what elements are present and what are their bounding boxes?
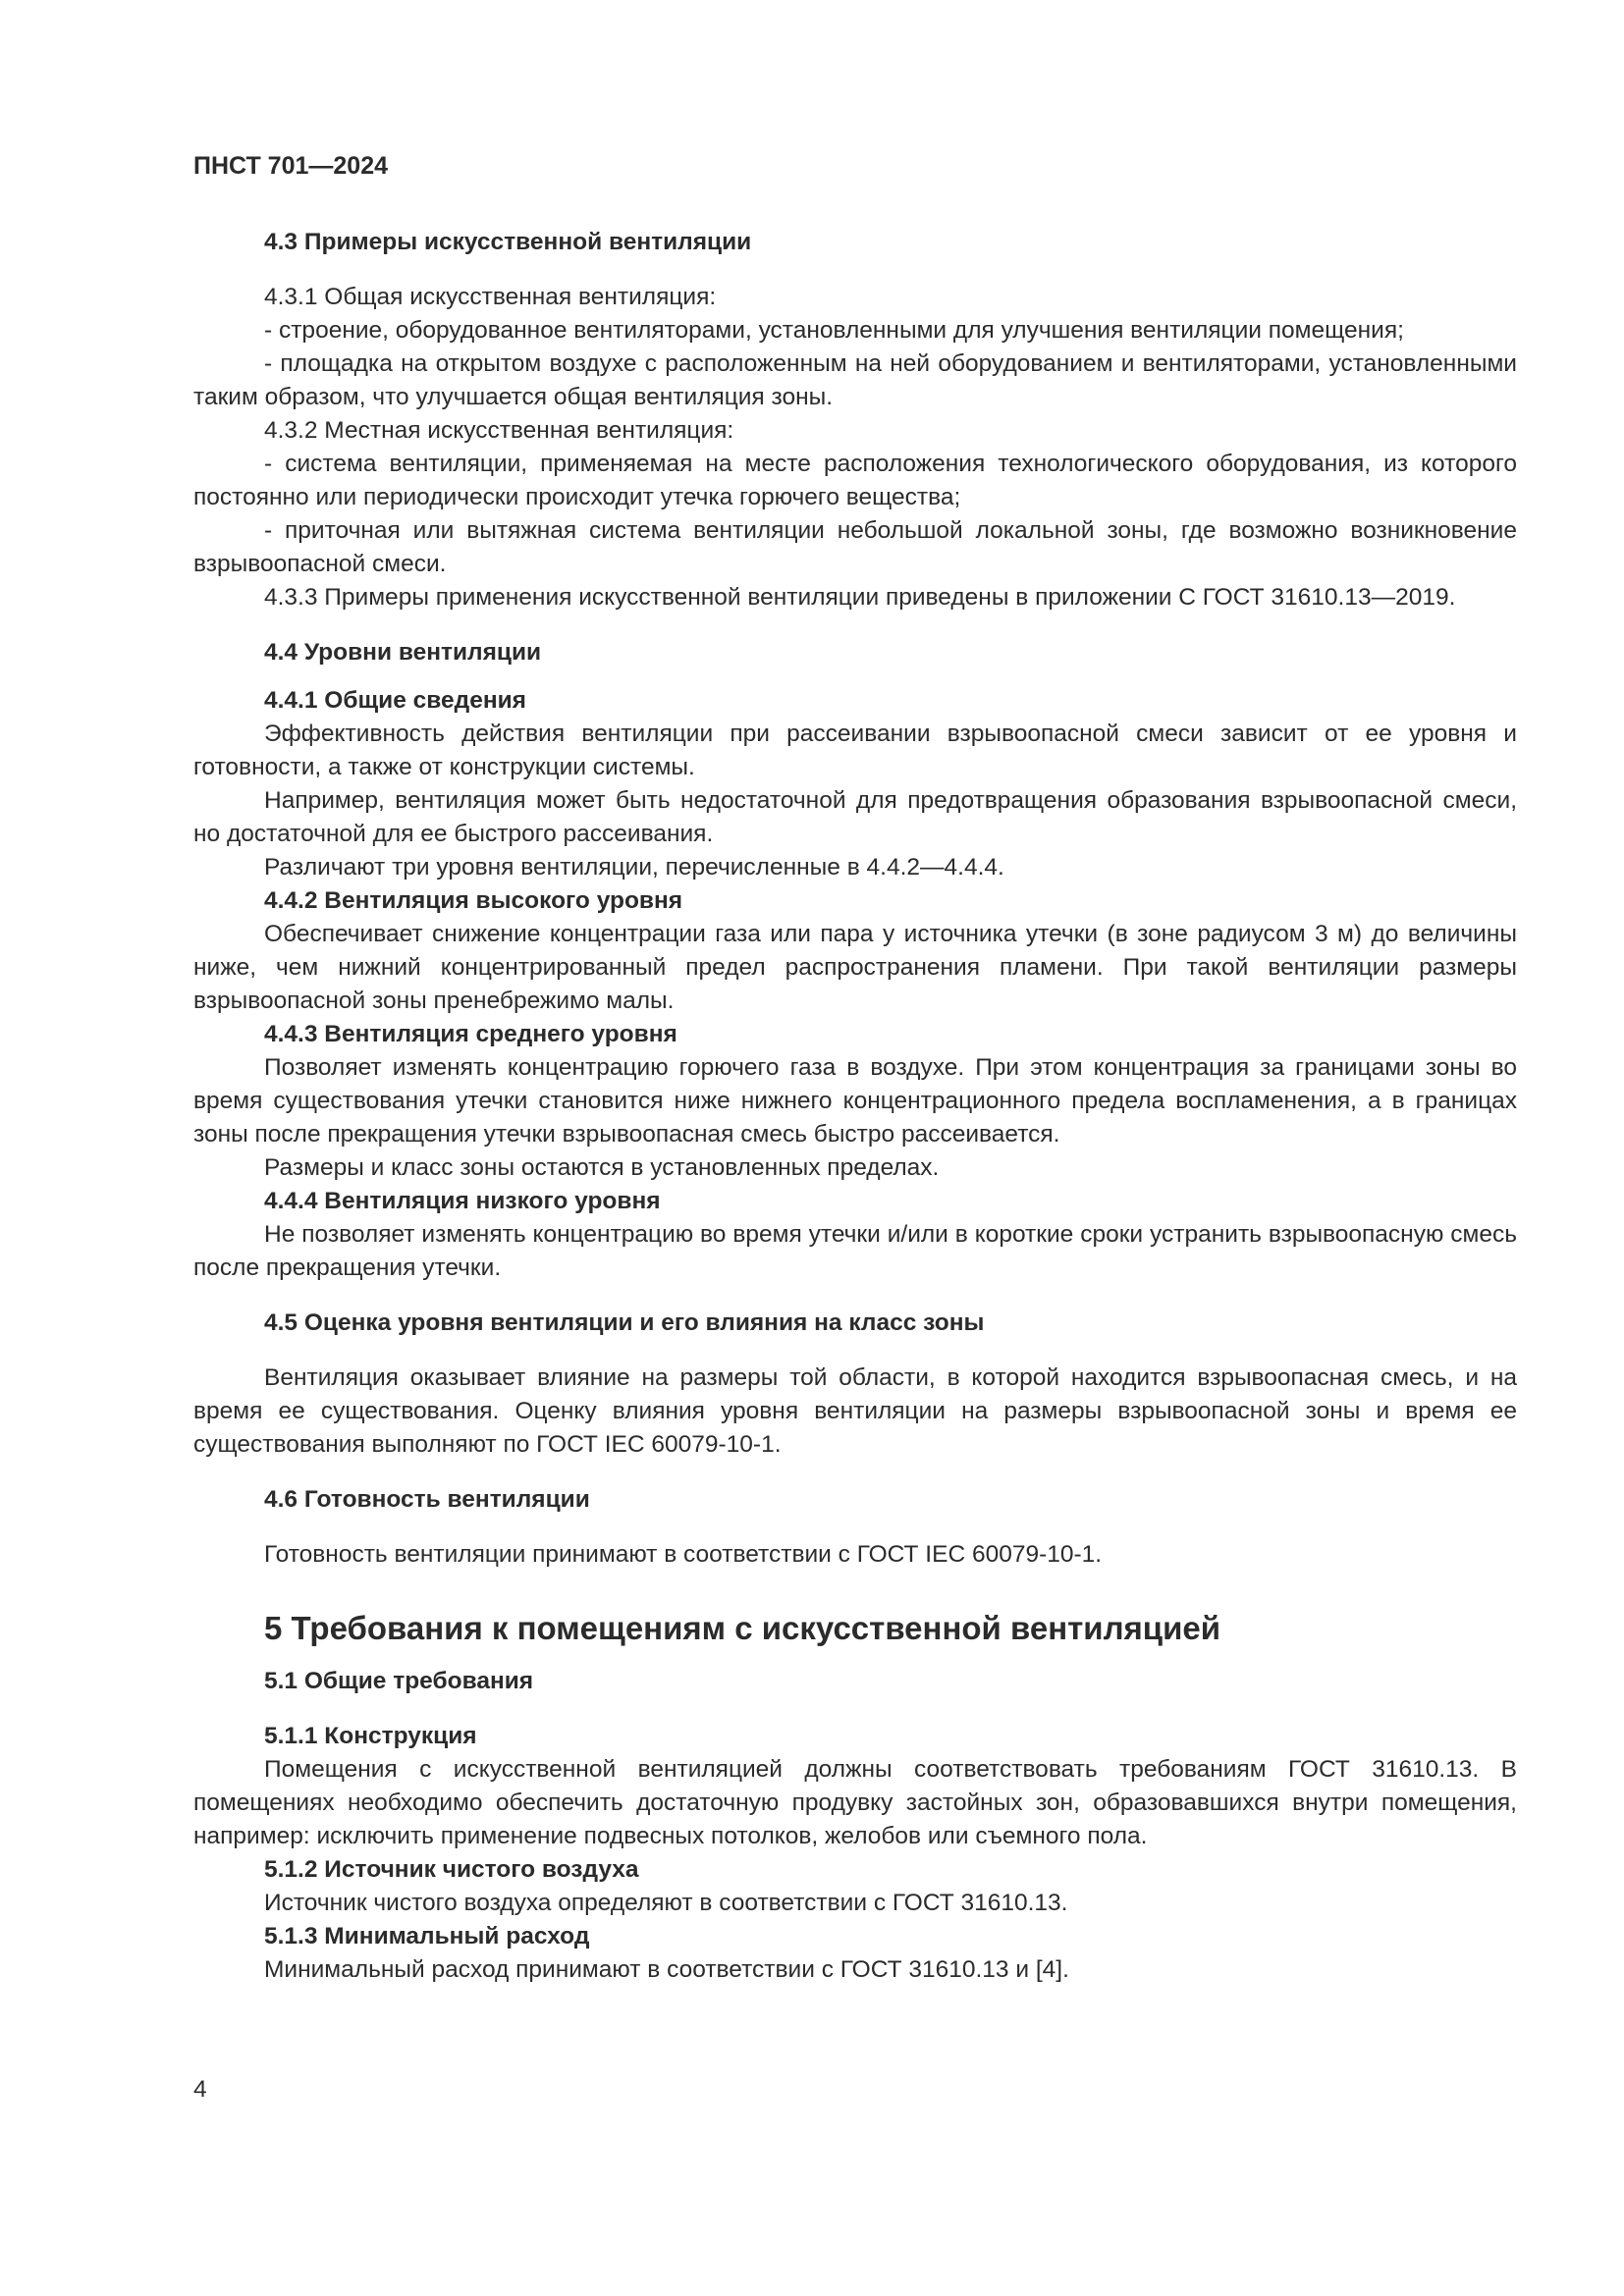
paragraph: 4.3.2 Местная искусственная вентиляция:: [264, 417, 734, 444]
page-number: 4: [193, 2076, 207, 2103]
document-code: ПНСТ 701—2024: [193, 152, 388, 180]
paragraph: Различают три уровня вентиляции, перечисленные в 4.4.2—4.4.4.: [264, 854, 1004, 881]
paragraph: Вентиляция оказывает влияние на размеры той области, в которой находится взрывоопасная смесь, и на время ее существования. Оценку влияния уровня вентиляции на размеры взрывоопасной зоны и время ее существования выполняют по ГОСТ IEC 60079-10-1.: [193, 1364, 1517, 1458]
paragraph: Не позволяет изменять концентрацию во время утечки и/или в короткие сроки устранить взрывоопасную смесь после прекращения утечки.: [193, 1221, 1517, 1281]
paragraph: Обеспечивает снижение концентрации газа или пара у источника утечки (в зоне радиусом 3 м) до величины ниже, чем нижний концентрированный предел распространения пламени. При такой вентиляции размеры взрывоопасной зоны пренебрежимо малы.: [193, 921, 1517, 1014]
paragraph: Размеры и класс зоны остаются в установленных пределах.: [264, 1154, 940, 1181]
subsection-heading-4-4-3: 4.4.3 Вентиляция среднего уровня: [264, 1021, 677, 1047]
paragraph: Минимальный расход принимают в соответствии с ГОСТ 31610.13 и [4].: [264, 1956, 1069, 1983]
paragraph: 4.3.1 Общая искусственная вентиляция:: [264, 284, 717, 310]
section-heading-4-5: 4.5 Оценка уровня вентиляции и его влияния на класс зоны: [264, 1309, 985, 1336]
section-heading-5-1: 5.1 Общие требования: [264, 1668, 534, 1694]
section-heading-4-4: 4.4 Уровни вентиляции: [264, 639, 542, 666]
paragraph: Например, вентиляция может быть недостаточной для предотвращения образования взрывоопасной смеси, но достаточной для ее быстрого рассеивания.: [193, 787, 1517, 847]
subsection-heading-4-4-2: 4.4.2 Вентиляция высокого уровня: [264, 887, 683, 914]
list-item: - площадка на открытом воздухе с расположенным на ней оборудованием и вентиляторами, установленными таким образом, что улучшается общая вентиляция зоны.: [193, 350, 1517, 410]
chapter-heading-5: 5 Требования к помещениям с искусственной вентиляцией: [264, 1610, 1221, 1646]
paragraph: Позволяет изменять концентрацию горючего газа в воздухе. При этом концентрация за границами зоны во время существования утечки становится ниже нижнего концентрационного предела воспламенения, а в границах зоны после прекращения утечки взрывоопасная смесь быстро рассеивается.: [193, 1054, 1517, 1148]
paragraph: Готовность вентиляции принимают в соответствии с ГОСТ IEC 60079-10-1.: [264, 1541, 1103, 1568]
page-content: [193, 226, 1517, 1987]
subsection-heading-5-1-3: 5.1.3 Минимальный расход: [264, 1923, 590, 1949]
subsection-heading-4-4-1: 4.4.1 Общие сведения: [264, 687, 526, 714]
subsection-heading-5-1-1: 5.1.1 Конструкция: [264, 1723, 477, 1749]
section-heading-4-3: 4.3 Примеры искусственной вентиляции: [264, 229, 752, 255]
list-item: - приточная или вытяжная система вентиляции небольшой локальной зоны, где возможно возникновение взрывоопасной смеси.: [193, 517, 1517, 577]
list-item: - система вентиляции, применяемая на месте расположения технологического оборудования, из которого постоянно или периодически происходит утечка горючего вещества;: [193, 451, 1517, 510]
subsection-heading-5-1-2: 5.1.2 Источник чистого воздуха: [264, 1856, 639, 1883]
list-item: - строение, оборудованное вентиляторами, установленными для улучшения вентиляции помещения;: [264, 317, 1404, 344]
paragraph: Помещения с искусственной вентиляцией должны соответствовать требованиям ГОСТ 31610.13. В помещениях необходимо обеспечить достаточную продувку застойных зон, образовавшихся внутри помещения, например: исключить применение подвесных потолков, желобов или съемного пола.: [193, 1756, 1517, 1849]
paragraph: 4.3.3 Примеры применения искусственной вентиляции приведены в приложении С ГОСТ 31610.13—2019.: [264, 584, 1456, 611]
section-heading-4-6: 4.6 Готовность вентиляции: [264, 1486, 590, 1513]
paragraph: Источник чистого воздуха определяют в соответствии с ГОСТ 31610.13.: [264, 1890, 1068, 1916]
subsection-heading-4-4-4: 4.4.4 Вентиляция низкого уровня: [264, 1188, 661, 1214]
paragraph: Эффективность действия вентиляции при рассеивании взрывоопасной смеси зависит от ее уровня и готовности, а также от конструкции системы.: [193, 721, 1517, 780]
